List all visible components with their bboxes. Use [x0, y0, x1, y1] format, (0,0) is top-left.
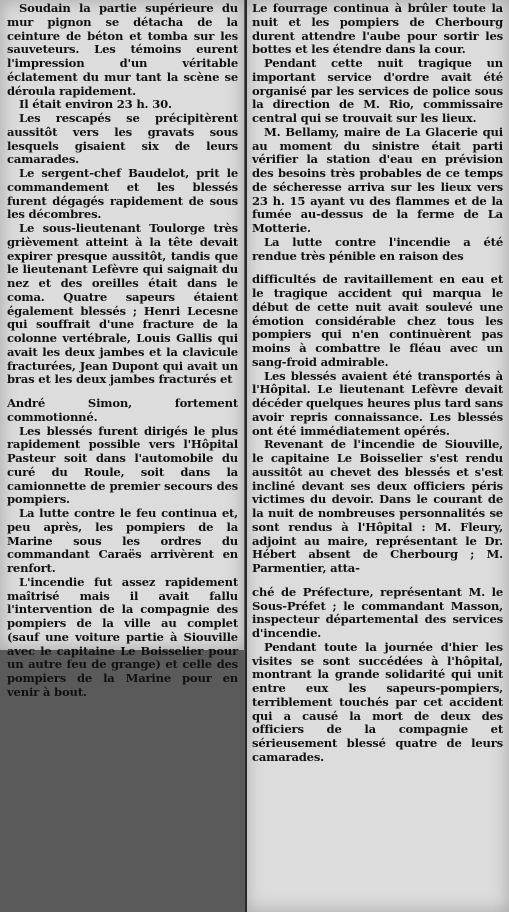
paragraph: M. Bellamy, maire de La Glacerie qui au moment du sinistre était parti vérifier la station d'eau en prévision des besoins très probables de ce temps de sécheresse arriva sur les lieux vers 23 h. 15 ayant vu des flammes et de la fumée au-dessus de la ferme de La Motterie. [252, 124, 503, 235]
paragraph: ché de Préfecture, représentant M. le Sous-Préfet ; le commandant Masson, inspecteur départemental des services d'incendie. [252, 584, 503, 640]
left-newspaper-column [0, 0, 244, 699]
paragraph: La lutte contre le feu continua et, peu après, les pompiers de la Marine sous les ordres du commandant Caraës arrivèrent en renfort. [7, 506, 238, 575]
paragraph: Soudain la partie supérieure du mur pignon se détacha de la ceinture de béton et tomba sur les sauveteurs. Les témoins eurent l'impression d'un véritable éclatement du mur tant la scène se déroula rapidement. [7, 1, 238, 98]
paragraph: André Simon, fortement commotionné. [7, 396, 238, 424]
paragraph: Le fourrage continua à brûler toute la nuit et les pompiers de Cherbourg durent attendre l'aube pour sortir les bottes et les étendre dans la cour. [252, 1, 503, 57]
paragraph: La lutte contre l'incendie a été rendue très pénible en raison des [252, 234, 503, 263]
paragraph: Le sergent-chef Baudelot, prit le commandement et les blessés furent dégagés rapidement de sous les décombres. [7, 166, 238, 222]
paragraph: Pendant cette nuit tragique un important service d'ordre avait été organisé par les services de police sous la direction de M. Rio, commissaire central qui se trouvait sur les lieux. [252, 56, 503, 125]
paragraph: Les blessés furent dirigés le plus rapidement possible vers l'Hôpital Pasteur soit dans l'automobile du curé du Roule, soit dans la camionnette de premier secours des pompiers. [7, 423, 238, 507]
paragraph: Les rescapés se précipitèrent aussitôt vers les gravats sous lesquels gisaient six de leurs camarades. [7, 111, 238, 167]
paragraph: L'incendie fut assez rapidement maîtrisé mais il avait fallu l'intervention de la compagnie des pompiers de la ville au complet (sauf une voiture partie à Siouville avec le capitaine Le Boisselier pour un autre feu de grange) et celle des pompiers de la Marine pour en venir à bout. [7, 574, 238, 699]
paragraph: difficultés de ravitaillement en eau et le tragique accident qui marqua le début de cette nuit avait soulevé une émotion considérable chez tous les pompiers qui n'en continuèrent pas moins à combattre le fléau avec un sang-froid admirable. [252, 272, 503, 369]
paragraph: Revenant de l'incendie de Siouville, le capitaine Le Boisselier s'est rendu aussitôt au chevet des blessés et s'est incliné devant ses deux officiers péris victimes du devoir. Dans le courant de la nuit de nombreuses personnalités se sont rendus à l'Hôpital : M. Fleury, adjoint au maire, représentant le Dr. Hébert absent de Cherbourg ; M. Parmentier, atta- [252, 437, 503, 575]
paragraph: Il était environ 23 h. 30. [19, 97, 172, 112]
paragraph: Le sous-lieutenant Toulorge très grièvement atteint à la tête devait expirer presque aussitôt, tandis que le lieutenant Lefèvre qui saignait du nez et des oreilles était dans le coma. Quatre sapeurs étaient également blessés ; Henri Lecesne qui souffrait d'une fracture de la colonne vertébrale, Louis Gallis qui avait les deux jambes et la clavicule fracturées, Jean Dupont qui avait un bras et les deux jambes fracturés et [7, 221, 238, 387]
paragraph: Les blessés avaient été transportés à l'Hôpital. Le lieutenant Lefèvre devait décéder quelques heures plus tard sans avoir repris connaissance. Les blessés ont été immédiatement opérés. [252, 368, 503, 438]
paragraph: Pendant toute la journée d'hier les visites se sont succédées à l'hôpital, montrant la grande solidarité qui unit entre eux les sapeurs-pompiers, terriblement touchés par cet accident qui a causé la mort de deux des officiers de la compagnie et sérieusement blessé quatre de leurs camarades. [252, 639, 503, 764]
column-divider [245, 0, 247, 912]
right-newspaper-column [245, 0, 509, 912]
